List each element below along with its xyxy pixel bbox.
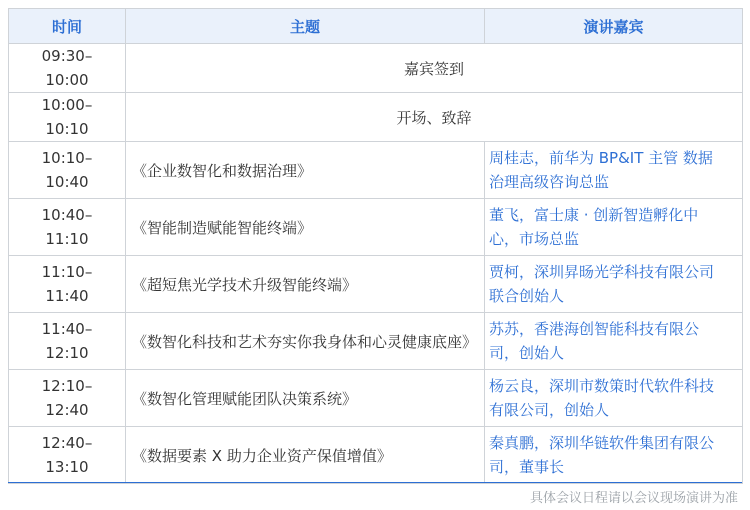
agenda-table bbox=[8, 8, 743, 484]
topic-cell: 《数据要素 X 助力企业资产保值增值》 bbox=[126, 427, 485, 484]
topic-cell: 《数智化管理赋能团队决策系统》 bbox=[126, 370, 485, 427]
time-end: 12:10 bbox=[45, 344, 89, 362]
speaker-cell bbox=[485, 199, 743, 256]
speaker-line: 联合创始人 bbox=[489, 287, 565, 305]
time-end: 10:40 bbox=[45, 173, 89, 191]
speaker-cell bbox=[485, 370, 743, 427]
time-end: 10:10 bbox=[45, 120, 89, 138]
speaker-line: 司，创始人 bbox=[489, 344, 565, 362]
time-start: 10:00– bbox=[41, 96, 93, 114]
header-topic: 主题 bbox=[126, 9, 485, 44]
table-row bbox=[9, 93, 743, 142]
time-cell bbox=[9, 44, 126, 93]
topic-cell: 《企业数智化和数据治理》 bbox=[126, 142, 485, 199]
table-row bbox=[9, 142, 743, 199]
speaker-cell bbox=[485, 142, 743, 199]
speaker-line: 司，董事长 bbox=[489, 458, 565, 476]
table-row bbox=[9, 199, 743, 256]
speaker-line: 心，市场总监 bbox=[489, 230, 580, 248]
time-cell bbox=[9, 256, 126, 313]
time-end: 13:10 bbox=[45, 458, 89, 476]
speaker-line: 治理高级咨询总监 bbox=[489, 173, 610, 191]
speaker-line: 秦真鹏，深圳华链软件集团有限公 bbox=[489, 434, 715, 452]
footnote: 具体会议日程请以会议现场演讲为准 bbox=[529, 491, 738, 506]
speaker-cell bbox=[485, 313, 743, 370]
table-row bbox=[9, 256, 743, 313]
time-cell bbox=[9, 313, 126, 370]
header-time: 时间 bbox=[9, 9, 126, 44]
topic-cell: 《数智化科技和艺术夯实你我身体和心灵健康底座》 bbox=[126, 313, 485, 370]
speaker-line: 贾柯，深圳昇旸光学科技有限公司 bbox=[489, 263, 715, 281]
table-row bbox=[9, 370, 743, 427]
time-end: 10:00 bbox=[45, 71, 89, 89]
speaker-line: 有限公司，创始人 bbox=[489, 401, 610, 419]
time-cell bbox=[9, 199, 126, 256]
header-speaker: 演讲嘉宾 bbox=[485, 9, 743, 44]
time-start: 11:40– bbox=[41, 320, 93, 338]
time-start: 12:10– bbox=[41, 377, 93, 395]
time-cell bbox=[9, 370, 126, 427]
time-cell bbox=[9, 142, 126, 199]
topic-cell: 《智能制造赋能智能终端》 bbox=[126, 199, 485, 256]
time-start: 11:10– bbox=[41, 263, 93, 281]
time-end: 11:10 bbox=[45, 230, 89, 248]
table-row bbox=[9, 313, 743, 370]
topic-cell: 《超短焦光学技术升级智能终端》 bbox=[126, 256, 485, 313]
speaker-cell bbox=[485, 427, 743, 484]
time-cell bbox=[9, 93, 126, 142]
speaker-line: 杨云良，深圳市数策时代软件科技 bbox=[489, 377, 715, 395]
speaker-line: 董飞，富士康 · 创新智造孵化中 bbox=[489, 206, 699, 224]
header-row bbox=[9, 9, 743, 44]
table-row bbox=[9, 427, 743, 484]
time-cell bbox=[9, 427, 126, 484]
speaker-line: 周桂志，前华为 BP&IT 主管 数据 bbox=[489, 149, 713, 167]
time-start: 10:40– bbox=[41, 206, 93, 224]
table-row bbox=[9, 44, 743, 93]
time-start: 09:30– bbox=[41, 47, 93, 65]
session-cell: 开场、致辞 bbox=[126, 93, 743, 142]
speaker-line: 苏苏，香港海创智能科技有限公 bbox=[489, 320, 700, 338]
time-end: 12:40 bbox=[45, 401, 89, 419]
time-end: 11:40 bbox=[45, 287, 89, 305]
table-bottom-rule bbox=[8, 482, 742, 483]
speaker-cell bbox=[485, 256, 743, 313]
session-cell: 嘉宾签到 bbox=[126, 44, 743, 93]
time-start: 12:40– bbox=[41, 434, 93, 452]
time-start: 10:10– bbox=[41, 149, 93, 167]
